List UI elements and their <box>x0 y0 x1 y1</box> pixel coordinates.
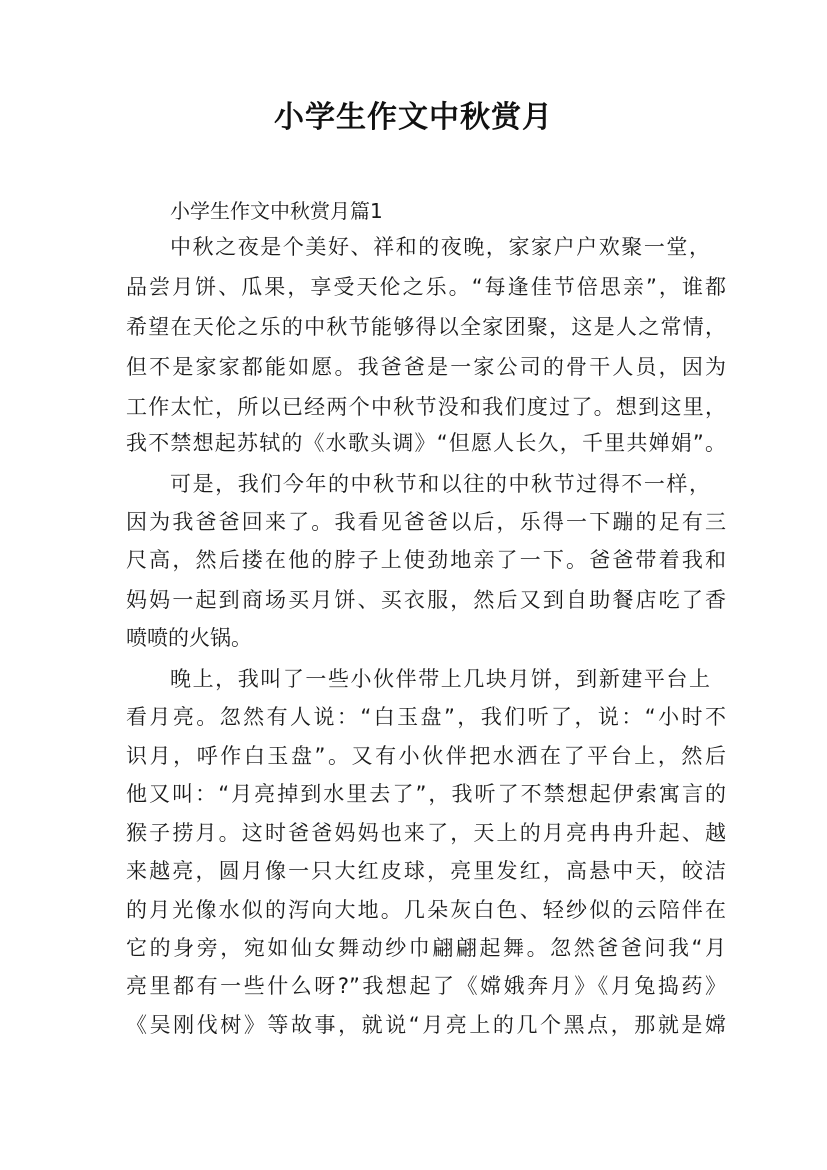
body-line: 但不是家家都能如愿。我爸爸是一家公司的骨干人员，因为 <box>126 355 726 379</box>
body-line: 《吴刚伐树》等故事，就说“月亮上的几个黑点，那就是嫦 <box>126 1013 726 1037</box>
document-subtitle: 小学生作文中秋赏月篇1 <box>170 199 383 223</box>
body-line: 中秋之夜是个美好、祥和的夜晚，家家户户欢聚一堂， <box>170 235 710 259</box>
body-line: 晚上，我叫了一些小伙伴带上几块月饼，到新建平台上 <box>170 667 710 691</box>
body-line: 品尝月饼、瓜果，享受天伦之乐。“每逢佳节倍思亲”，谁都 <box>126 275 726 299</box>
document-title: 小学生作文中秋赏月 <box>274 100 553 135</box>
body-line: 他又叫：“月亮掉到水里去了”，我听了不禁想起伊索寓言的 <box>126 782 726 806</box>
body-line: 因为我爸爸回来了。我看见爸爸以后，乐得一下蹦的足有三 <box>126 510 726 534</box>
body-line: 尺高，然后搂在他的脖子上使劲地亲了一下。爸爸带着我和 <box>126 548 726 572</box>
body-line: 来越亮，圆月像一只大红皮球，亮里发红，高悬中天，皎洁 <box>126 859 726 883</box>
body-line: 亮里都有一些什么呀?”我想起了《嫦娥奔月》《月兔捣药》 <box>126 974 726 998</box>
body-line: 猴子捞月。这时爸爸妈妈也来了，天上的月亮冉冉升起、越 <box>126 821 726 845</box>
body-line: 工作太忙，所以已经两个中秋节没和我们度过了。想到这里， <box>126 395 726 419</box>
body-line: 它的身旁，宛如仙女舞动纱巾翩翩起舞。忽然爸爸问我“月 <box>126 936 726 960</box>
body-line: 妈妈一起到商场买月饼、买衣服，然后又到自助餐店吃了香 <box>126 588 726 612</box>
body-line: 喷喷的火锅。 <box>126 626 252 650</box>
body-line: 识月，呼作白玉盘”。又有小伙伴把水洒在了平台上，然后 <box>126 744 726 768</box>
body-line: 的月光像水似的泻向大地。几朵灰白色、轻纱似的云陪伴在 <box>126 898 726 922</box>
body-line: 我不禁想起苏轼的《水歌头调》“但愿人长久，千里共婵娟”。 <box>126 431 726 455</box>
body-line: 可是，我们今年的中秋节和以往的中秋节过得不一样， <box>170 472 710 496</box>
body-line: 希望在天伦之乐的中秋节能够得以全家团聚，这是人之常情， <box>126 315 726 339</box>
body-line: 看月亮。忽然有人说：“白玉盘”，我们听了，说：“小时不 <box>126 705 726 729</box>
